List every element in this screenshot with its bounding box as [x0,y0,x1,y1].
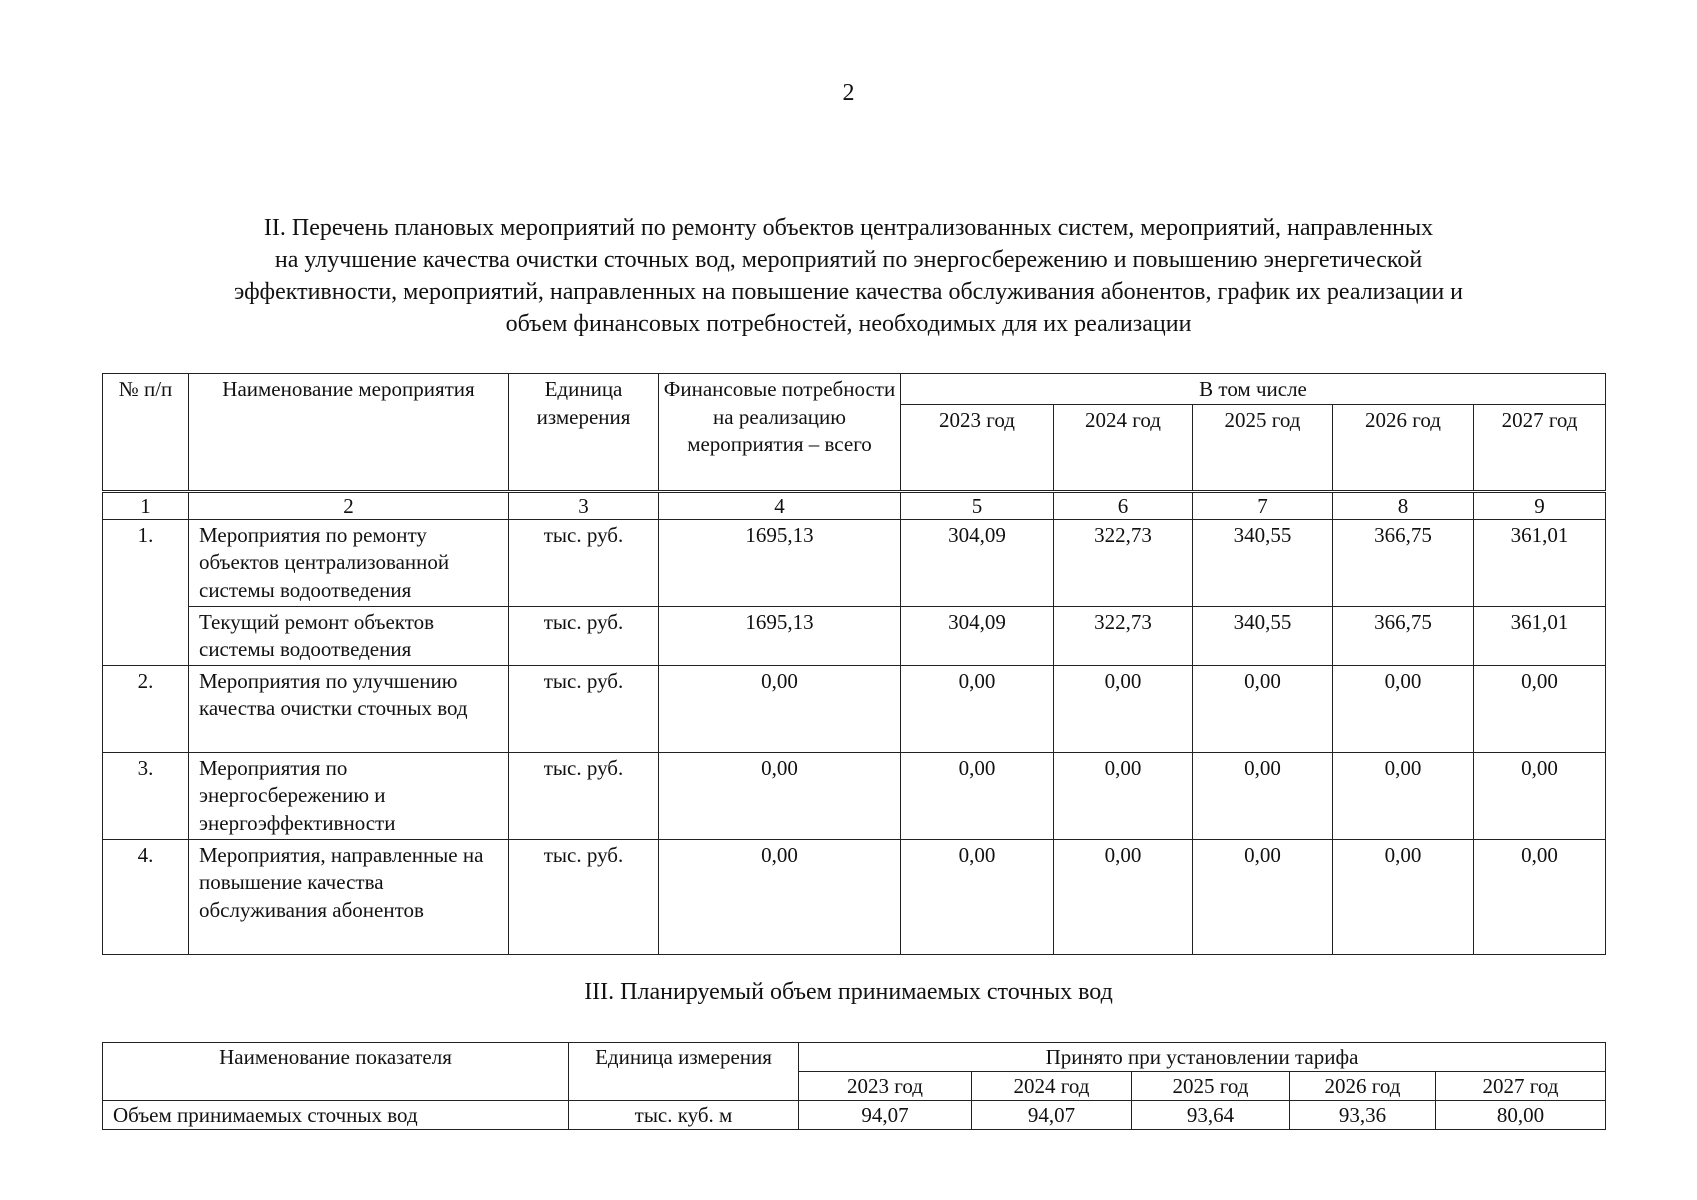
row-unit: тыс. руб. [509,606,659,665]
header-total: Финансовые потребности на реализацию мероприятия – всего [659,374,901,492]
column-number: 9 [1474,491,1606,519]
row-value: 93,36 [1290,1101,1436,1130]
table-row [103,752,1606,839]
row-value: 0,00 [1054,752,1193,839]
row-value: 340,55 [1193,606,1333,665]
header-year: 2026 год [1290,1072,1436,1101]
header-name: Наименование мероприятия [189,374,509,492]
section-3-title: III. Планируемый объем принимаемых сточных вод [584,979,1113,1005]
row-name: Мероприятия, направленные на повышение качества обслуживания абонентов [189,839,509,954]
row-value: 361,01 [1474,606,1606,665]
row-name: Объем принимаемых сточных вод [103,1101,569,1130]
header-including: В том числе [901,374,1606,405]
row-name: Мероприятия по ремонту объектов централизованной системы водоотведения [189,519,509,606]
row-value: 94,07 [799,1101,972,1130]
row-value: 366,75 [1333,519,1474,606]
row-total: 0,00 [659,752,901,839]
row-num: 4. [103,839,189,954]
row-unit: тыс. руб. [509,665,659,752]
section-2-title-line: на улучшение качества очистки сточных вод, мероприятий по энергосбережению и повышению энергетической [274,247,1423,273]
row-value: 0,00 [901,665,1054,752]
row-name: Текущий ремонт объектов системы водоотведения [189,606,509,665]
row-value: 366,75 [1333,606,1474,665]
column-number: 1 [103,491,189,519]
row-unit: тыс. куб. м [569,1101,799,1130]
column-number: 7 [1193,491,1333,519]
header-year: 2027 год [1436,1072,1606,1101]
table-row [103,665,1606,752]
row-value: 0,00 [901,839,1054,954]
row-num: 3. [103,752,189,839]
row-value: 322,73 [1054,606,1193,665]
row-name: Мероприятия по энергосбережению и энергоэффективности [189,752,509,839]
table-row [103,839,1606,954]
header-year: 2023 год [799,1072,972,1101]
row-value: 322,73 [1054,519,1193,606]
row-total: 0,00 [659,665,901,752]
column-number: 3 [509,491,659,519]
table-row [103,606,1606,665]
wastewater-volume-table [102,1042,1606,1130]
header-unit: Единица измерения [509,374,659,492]
header-year: 2027 год [1474,404,1606,491]
table-row [103,519,1606,606]
row-value: 94,07 [972,1101,1132,1130]
row-value: 361,01 [1474,519,1606,606]
row-value: 0,00 [1054,839,1193,954]
row-value: 0,00 [1474,752,1606,839]
section-2-title-line: эффективности, мероприятий, направленных на повышение качества обслуживания абонентов, график их реализации и [233,279,1464,305]
column-number: 6 [1054,491,1193,519]
row-total: 1695,13 [659,606,901,665]
row-value: 340,55 [1193,519,1333,606]
row-value: 0,00 [1193,665,1333,752]
row-value: 80,00 [1436,1101,1606,1130]
row-value: 0,00 [1333,665,1474,752]
header-accepted: Принято при установлении тарифа [799,1043,1606,1072]
row-num: 2. [103,665,189,752]
row-value: 0,00 [1474,839,1606,954]
row-value: 0,00 [901,752,1054,839]
page-number: 2 [842,80,855,106]
row-value: 93,64 [1132,1101,1290,1130]
row-value: 304,09 [901,606,1054,665]
header-year: 2025 год [1193,404,1333,491]
header-num: № п/п [103,374,189,492]
column-number: 4 [659,491,901,519]
header-year: 2024 год [972,1072,1132,1101]
header-year: 2025 год [1132,1072,1290,1101]
row-value: 0,00 [1474,665,1606,752]
column-numbers-row [103,491,1606,519]
row-total: 1695,13 [659,519,901,606]
row-value: 304,09 [901,519,1054,606]
section-2-title-line: II. Перечень плановых мероприятий по ремонту объектов централизованных систем, мероприятий, направленных [263,215,1434,241]
header-indicator-name: Наименование показателя [103,1043,569,1101]
row-value: 0,00 [1333,752,1474,839]
header-year: 2026 год [1333,404,1474,491]
row-num: 1. [103,519,189,665]
section-2-title [110,212,1587,340]
column-number: 2 [189,491,509,519]
header-year: 2023 год [901,404,1054,491]
row-value: 0,00 [1193,752,1333,839]
row-unit: тыс. руб. [509,752,659,839]
row-unit: тыс. руб. [509,519,659,606]
column-number: 5 [901,491,1054,519]
row-value: 0,00 [1333,839,1474,954]
section-2-title-line: объем финансовых потребностей, необходимых для их реализации [505,311,1192,337]
row-name: Мероприятия по улучшению качества очистки сточных вод [189,665,509,752]
activities-table [102,373,1606,955]
header-year: 2024 год [1054,404,1193,491]
row-value: 0,00 [1054,665,1193,752]
column-number: 8 [1333,491,1474,519]
row-total: 0,00 [659,839,901,954]
row-value: 0,00 [1193,839,1333,954]
table-row [103,1101,1606,1130]
row-unit: тыс. руб. [509,839,659,954]
header-unit: Единица измерения [569,1043,799,1101]
